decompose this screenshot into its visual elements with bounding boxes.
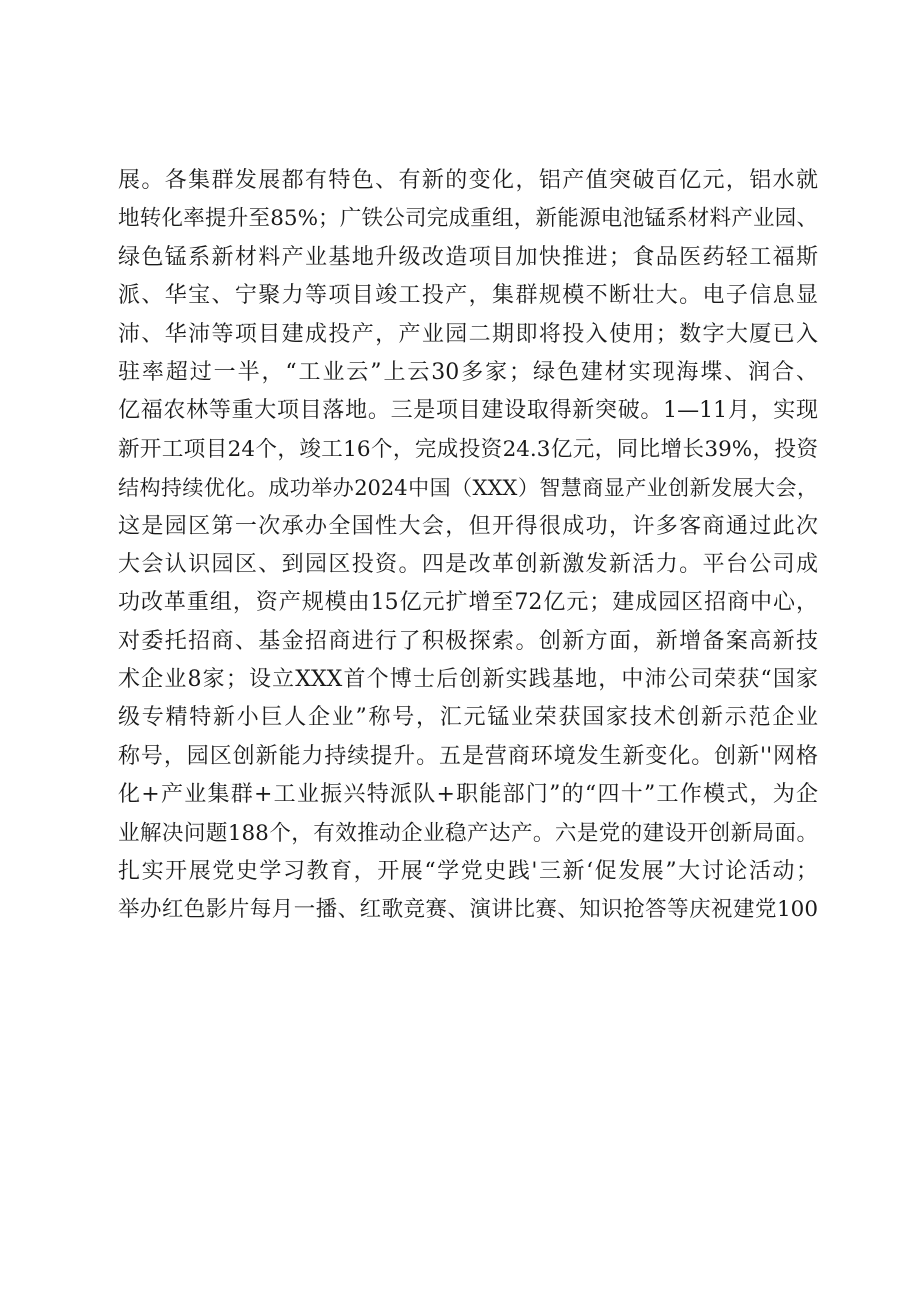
text-line: 称号，园区创新能力持续提升。五是营商环境发生新变化。创新''网格 [118, 743, 818, 769]
text-line: 业解决问题188个，有效推动企业稳产达产。六是党的建设开创新局面。 [118, 820, 818, 846]
text-line: 新开工项目24个，竣工16个，完成投资24.3亿元，同比增长39%，投资 [118, 436, 818, 462]
text-line: 举办红色影片每月一播、红歌竞赛、演讲比赛、知识抢答等庆祝建党100 [118, 897, 818, 923]
text-line: 化+产业集群+工业振兴特派队+职能部门”的“四十”工作模式，为企 [118, 782, 818, 808]
text-line: 大会认识园区、到园区投资。四是改革创新激发新活力。平台公司成 [118, 551, 818, 577]
text-line: 扎实开展党史学习教育，开展“学党史践'三新‘促发展”大讨论活动； [118, 859, 818, 885]
text-line: 术企业8家；设立XXX首个博士后创新实践基地，中沛公司荣获“国家 [118, 667, 818, 693]
text-line: 地转化率提升至85%；广铁公司完成重组，新能源电池锰系材料产业园、 [118, 206, 818, 232]
text-line: 亿福农林等重大项目落地。三是项目建设取得新突破。1—11月，实现 [118, 398, 818, 424]
text-line: 对委托招商、基金招商进行了积极探索。创新方面，新增备案高新技 [118, 628, 818, 654]
text-line: 功改革重组，资产规模由15亿元扩增至72亿元；建成园区招商中心， [118, 590, 818, 616]
text-line: 结构持续优化。成功举办2024中国（XXX）智慧商显产业创新发展大会， [118, 476, 818, 501]
text-line: 派、华宝、宁聚力等项目竣工投产，集群规模不断壮大。电子信息显 [118, 283, 818, 309]
text-line: 这是园区第一次承办全国性大会，但开得很成功，许多客商通过此次 [118, 513, 818, 539]
text-line: 驻率超过一半，“工业云”上云30多家；绿色建材实现海堞、润合、 [118, 359, 818, 385]
text-line: 级专精特新小巨人企业”称号，汇元锰业荣获国家技术创新示范企业 [118, 705, 818, 731]
body-text [118, 162, 818, 930]
text-line: 沛、华沛等项目建成投产，产业园二期即将投入使用；数字大厦已入 [118, 321, 818, 347]
text-line: 展。各集群发展都有特色、有新的变化，铝产值突破百亿元，铝水就 [118, 168, 818, 193]
text-line: 绿色锰系新材料产业基地升级改造项目加快推进；食品医药轻工福斯 [118, 244, 818, 270]
